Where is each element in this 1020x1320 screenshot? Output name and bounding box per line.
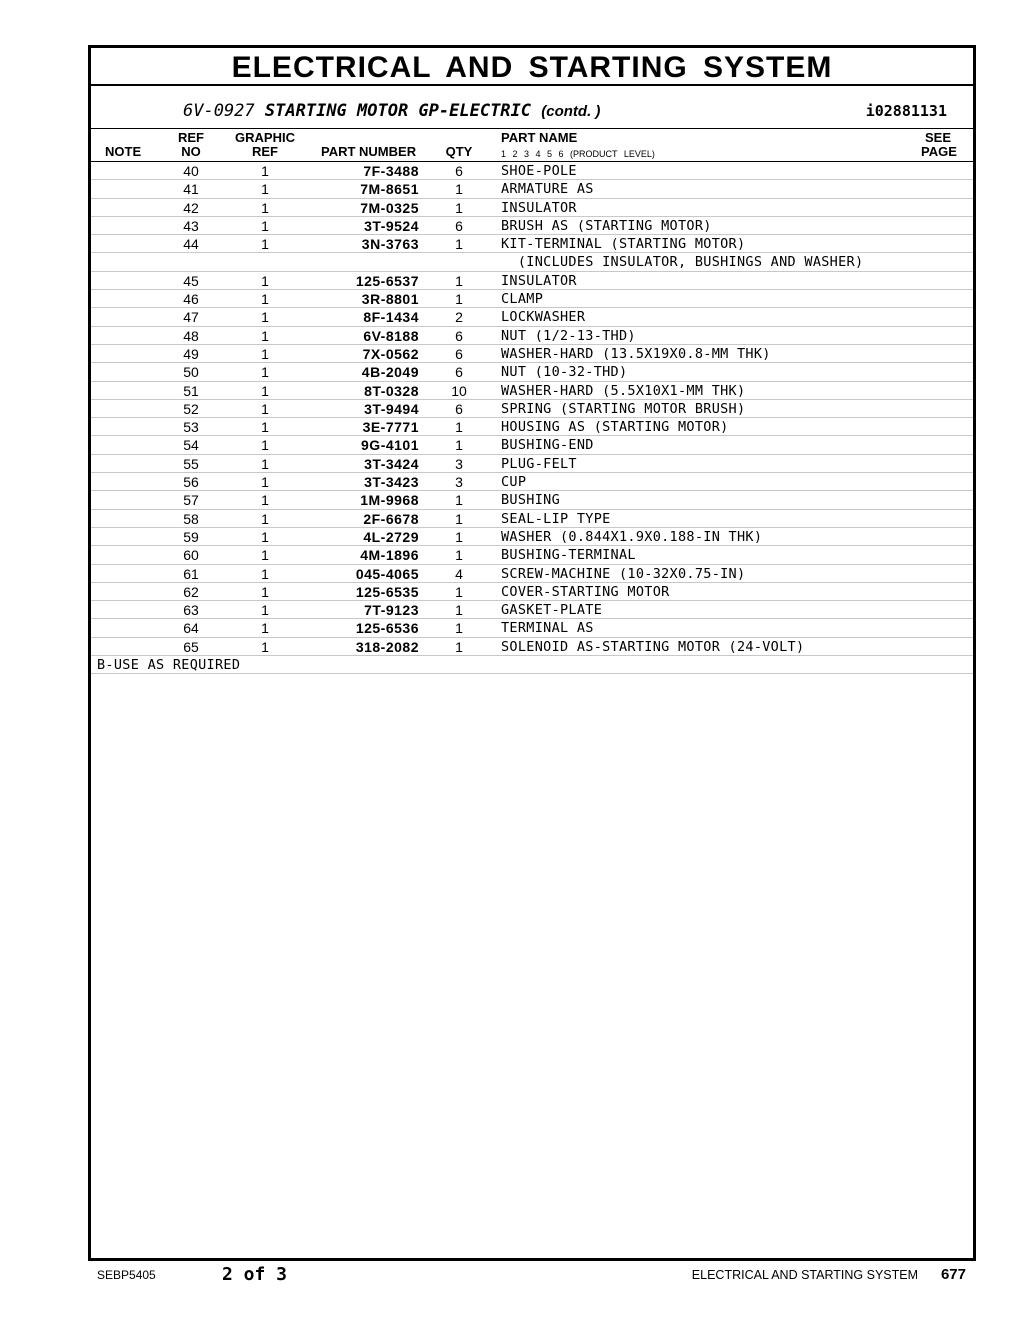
part-name: PLUG-FELT [501, 455, 577, 472]
page-footer [0, 1262, 1020, 1292]
group-number: 6V-0927 [183, 101, 255, 121]
graphic-ref: 1 [261, 199, 269, 216]
part-number: 3N-3763 [361, 236, 419, 253]
part-name: HOUSING AS (STARTING MOTOR) [501, 419, 729, 436]
graphic-ref: 1 [261, 364, 269, 381]
header-qty: QTY [445, 144, 473, 159]
quantity: 6 [455, 364, 463, 381]
part-number: 3R-8801 [361, 291, 419, 308]
part-name: INSULATOR [501, 199, 577, 216]
quantity: 10 [451, 382, 467, 399]
quantity: 6 [455, 327, 463, 344]
ref-number: 53 [183, 419, 199, 436]
header-see-line1: SEE [925, 130, 952, 145]
quantity: 6 [455, 345, 463, 362]
header-graphic-line1: GRAPHIC [235, 130, 295, 145]
table-row [91, 418, 973, 436]
table-row [91, 363, 973, 381]
ref-number: 42 [183, 199, 199, 216]
table-row [91, 436, 973, 454]
part-number: 7T-9123 [364, 602, 419, 619]
graphic-ref: 1 [261, 163, 269, 179]
page-number: 677 [940, 1266, 966, 1283]
ref-number: 41 [183, 181, 199, 198]
header-note: NOTE [105, 144, 142, 159]
table-row [91, 345, 973, 363]
part-name: ARMATURE AS [501, 181, 594, 198]
graphic-ref: 1 [261, 437, 269, 454]
part-number: 318-2082 [355, 638, 419, 655]
part-name: (INCLUDES INSULATOR, BUSHINGS AND WASHER) [501, 254, 864, 271]
part-name: BRUSH AS (STARTING MOTOR) [501, 217, 712, 234]
part-number: 125-6536 [355, 620, 419, 637]
ref-number: 60 [183, 547, 199, 564]
header-ref-line1: REF [178, 130, 204, 145]
part-number: 4L-2729 [363, 528, 419, 545]
graphic-ref: 1 [261, 638, 269, 655]
ref-number: 63 [183, 602, 199, 619]
ref-number: 44 [183, 236, 199, 253]
part-name: BUSHING [501, 492, 560, 509]
table-row [91, 491, 973, 509]
table-row [91, 619, 973, 637]
part-name: WASHER-HARD (13.5X19X0.8-MM THK) [501, 345, 771, 362]
ref-number: 43 [183, 217, 199, 234]
table-row [91, 308, 973, 326]
quantity: 1 [455, 620, 463, 637]
parts-table [91, 162, 973, 674]
graphic-ref: 1 [261, 528, 269, 545]
ref-number: 46 [183, 291, 199, 308]
part-name: SHOE-POLE [501, 163, 577, 179]
part-name: SPRING (STARTING MOTOR BRUSH) [501, 400, 746, 417]
part-number: 7F-3488 [363, 163, 419, 179]
part-number: 1M-9968 [360, 492, 419, 509]
header-see-line2: PAGE [921, 144, 957, 159]
part-name: CUP [501, 474, 527, 491]
ref-number: 55 [183, 455, 199, 472]
quantity: 1 [455, 437, 463, 454]
graphic-ref: 1 [261, 583, 269, 600]
ref-number: 58 [183, 510, 199, 527]
quantity: 1 [455, 547, 463, 564]
part-number: 045-4065 [355, 565, 419, 582]
graphic-ref: 1 [261, 272, 269, 289]
ref-number: 65 [183, 638, 199, 655]
part-number: 2F-6678 [363, 510, 419, 527]
quantity: 1 [455, 583, 463, 600]
part-name: INSULATOR [501, 272, 577, 289]
part-name: BUSHING-TERMINAL [501, 547, 636, 564]
table-row [91, 528, 973, 546]
quantity: 1 [455, 236, 463, 253]
group-heading [183, 101, 600, 121]
note-row [91, 656, 973, 674]
quantity: 1 [455, 272, 463, 289]
graphic-ref: 1 [261, 510, 269, 527]
part-number: 8F-1434 [363, 309, 419, 326]
table-row [91, 473, 973, 491]
header-graphic-line2: REF [252, 144, 278, 159]
quantity: 6 [455, 217, 463, 234]
graphic-ref: 1 [261, 382, 269, 399]
table-row [91, 546, 973, 564]
part-number: 3T-9524 [364, 217, 419, 234]
table-row [91, 253, 973, 271]
quantity: 1 [455, 419, 463, 436]
quantity: 1 [455, 181, 463, 198]
ref-number: 48 [183, 327, 199, 344]
ref-number: 50 [183, 364, 199, 381]
graphic-ref: 1 [261, 236, 269, 253]
part-name: KIT-TERMINAL (STARTING MOTOR) [501, 236, 746, 253]
document-number: SEBP5405 [97, 1268, 156, 1282]
ref-number: 59 [183, 528, 199, 545]
table-row [91, 272, 973, 290]
table-row [91, 327, 973, 345]
quantity: 1 [455, 492, 463, 509]
quantity: 3 [455, 455, 463, 472]
quantity: 1 [455, 602, 463, 619]
ref-number: 40 [183, 163, 199, 179]
table-row [91, 638, 973, 656]
graphic-ref: 1 [261, 492, 269, 509]
table-row [91, 235, 973, 253]
header-part-number: PART NUMBER [321, 144, 417, 159]
ref-number: 54 [183, 437, 199, 454]
part-name: SEAL-LIP TYPE [501, 510, 611, 527]
page-of-indicator: 2 of 3 [222, 1264, 288, 1285]
header-ref-line2: NO [181, 144, 201, 159]
header-part-name: PART NAME [501, 130, 578, 145]
ref-number: 47 [183, 309, 199, 326]
graphic-ref: 1 [261, 565, 269, 582]
part-name: SOLENOID AS-STARTING MOTOR (24-VOLT) [501, 638, 805, 655]
graphic-ref: 1 [261, 620, 269, 637]
header-product-levels: 1 2 3 4 5 6 (PRODUCT LEVEL) [501, 149, 655, 159]
graphic-ref: 1 [261, 309, 269, 326]
graphic-ref: 1 [261, 400, 269, 417]
part-name: LOCKWASHER [501, 309, 586, 326]
ref-number: 56 [183, 474, 199, 491]
part-number: 6V-8188 [363, 327, 419, 344]
table-row [91, 180, 973, 198]
quantity: 1 [455, 510, 463, 527]
part-name: WASHER (0.844X1.9X0.188-IN THK) [501, 528, 763, 545]
column-header-row [91, 129, 973, 162]
ref-number: 45 [183, 272, 199, 289]
part-name: NUT (1/2-13-THD) [501, 327, 636, 344]
ref-number: 64 [183, 620, 199, 637]
part-number: 4B-2049 [361, 364, 419, 381]
part-number: 3T-3424 [364, 455, 419, 472]
part-number: 7M-0325 [360, 199, 419, 216]
part-number: 7X-0562 [362, 345, 419, 362]
quantity: 3 [455, 474, 463, 491]
table-row [91, 162, 973, 180]
footer-section-title: ELECTRICAL AND STARTING SYSTEM [691, 1268, 918, 1282]
quantity: 4 [455, 565, 463, 582]
parts-page-frame [88, 45, 976, 1261]
table-row [91, 510, 973, 528]
group-subheader [91, 86, 973, 129]
table-row [91, 199, 973, 217]
part-name: CLAMP [501, 291, 544, 308]
table-row [91, 583, 973, 601]
ref-number: 61 [183, 565, 199, 582]
part-name: WASHER-HARD (5.5X10X1-MM THK) [501, 382, 746, 399]
graphic-ref: 1 [261, 547, 269, 564]
table-row [91, 217, 973, 235]
quantity: 1 [455, 199, 463, 216]
continued-label: (contd. ) [541, 103, 601, 120]
group-name: STARTING MOTOR GP-ELECTRIC [264, 101, 532, 121]
part-number: 8T-0328 [364, 382, 419, 399]
part-number: 125-6535 [355, 583, 419, 600]
graphic-ref: 1 [261, 291, 269, 308]
graphic-ref: 1 [261, 602, 269, 619]
quantity: 1 [455, 291, 463, 308]
illustration-id: i02881131 [865, 102, 947, 120]
part-name: SCREW-MACHINE (10-32X0.75-IN) [501, 565, 746, 582]
part-name: COVER-STARTING MOTOR [501, 583, 670, 600]
quantity: 1 [455, 638, 463, 655]
table-row [91, 565, 973, 583]
graphic-ref: 1 [261, 455, 269, 472]
ref-number: 57 [183, 492, 199, 509]
part-number: 125-6537 [355, 272, 419, 289]
table-row [91, 400, 973, 418]
quantity: 2 [455, 309, 463, 326]
part-number: 4M-1896 [360, 547, 419, 564]
part-number: 9G-4101 [361, 437, 419, 454]
graphic-ref: 1 [261, 217, 269, 234]
quantity: 1 [455, 528, 463, 545]
part-number: 3E-7771 [362, 419, 419, 436]
part-name: GASKET-PLATE [501, 602, 603, 619]
quantity: 6 [455, 163, 463, 179]
ref-number: 51 [183, 382, 199, 399]
graphic-ref: 1 [261, 327, 269, 344]
table-row [91, 455, 973, 473]
graphic-ref: 1 [261, 345, 269, 362]
table-row [91, 382, 973, 400]
table-row [91, 601, 973, 619]
graphic-ref: 1 [261, 181, 269, 198]
table-row [91, 290, 973, 308]
page-title: ELECTRICAL AND STARTING SYSTEM [91, 48, 973, 86]
ref-number: 62 [183, 583, 199, 600]
part-number: 3T-3423 [364, 474, 419, 491]
ref-number: 49 [183, 345, 199, 362]
graphic-ref: 1 [261, 419, 269, 436]
part-number: 7M-8651 [360, 181, 419, 198]
graphic-ref: 1 [261, 474, 269, 491]
part-name: NUT (10-32-THD) [501, 364, 628, 381]
note-text: B-USE AS REQUIRED [97, 657, 241, 674]
part-name: BUSHING-END [501, 437, 594, 454]
quantity: 6 [455, 400, 463, 417]
ref-number: 52 [183, 400, 199, 417]
part-number: 3T-9494 [364, 400, 419, 417]
part-name: TERMINAL AS [501, 620, 594, 637]
